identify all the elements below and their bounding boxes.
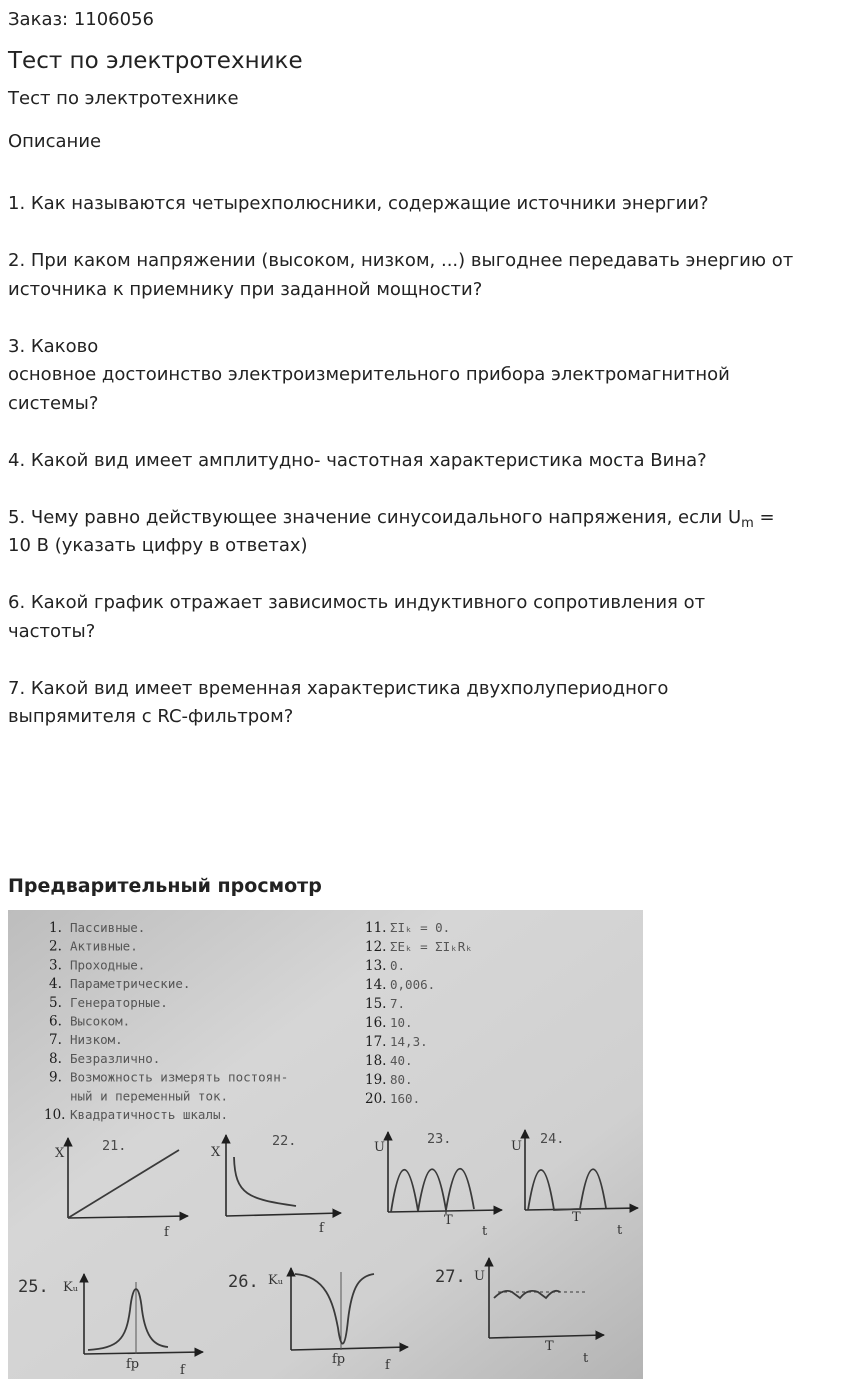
answer-text: Низком. [70, 1032, 123, 1048]
graph-22-x-label: X [211, 1145, 221, 1160]
answer-text: 0. [390, 958, 406, 973]
answer-text: ΣEₖ = ΣIₖRₖ [390, 939, 473, 954]
answer-number: 19. [365, 1072, 387, 1088]
graph-23-number: 23. [427, 1131, 452, 1147]
answer-text: Активные. [70, 938, 138, 954]
answer-text: 10. [390, 1015, 413, 1030]
graph-24-t-mark: T [572, 1210, 581, 1225]
answer-number: 8. [49, 1050, 62, 1067]
graph-26-k-label: Kᵤ [268, 1273, 283, 1288]
answer-text: Генераторные. [70, 994, 168, 1010]
graph-26-f-label: f [385, 1358, 390, 1373]
question-3 [8, 333, 840, 419]
answer-text: Пассивные. [70, 920, 146, 935]
answer-text: ный и переменный ток. [70, 1088, 229, 1104]
graph-22-number: 22. [272, 1133, 297, 1149]
question-6 [8, 589, 840, 646]
answer-number: 10. [44, 1107, 66, 1123]
answer-text: 160. [390, 1091, 421, 1106]
question-7-line-1: 7. Какой вид имеет временная характеристика двухполупериодного [8, 677, 669, 699]
graph-25-number: 25. [18, 1277, 49, 1297]
question-5 [8, 504, 840, 561]
answer-number: 2. [49, 938, 62, 955]
question-5-line-1 [8, 504, 840, 533]
answer-sheet-preview-image [8, 910, 643, 1379]
question-6-line-2: частоты? [8, 620, 96, 642]
answer-number: 5. [49, 994, 62, 1011]
graph-23-t-mark: T [444, 1213, 453, 1228]
answer-text: Проходные. [70, 957, 146, 973]
answer-text: 0,006. [390, 977, 436, 992]
question-7-line-2: выпрямителя с RC-фильтром? [8, 706, 294, 727]
graph-25-fp-label: fp [126, 1357, 140, 1372]
answer-number: 18. [365, 1053, 387, 1069]
answer-number: 9. [49, 1069, 62, 1086]
answer-number: 17. [365, 1034, 387, 1050]
graph-27-u-label: U [474, 1269, 485, 1284]
answer-text: 80. [390, 1072, 413, 1087]
page-title: Тест по электротехнике [8, 48, 303, 74]
question-list [8, 190, 840, 760]
graph-25-k-label: Kᵤ [63, 1280, 78, 1295]
question-3-line-2: основное достоинство электроизмерительного прибора электромагнитной [8, 364, 730, 385]
graph-21-f-label: f [164, 1225, 169, 1240]
page-subtitle: Тест по электротехнике [8, 88, 239, 109]
question-5-text-start: 5. Чему равно действующее значение синусоидального напряжения, если U [8, 506, 742, 528]
order-number: Заказ: 1106056 [8, 9, 154, 30]
answer-text: Высоком. [70, 1013, 131, 1029]
answer-text: 40. [390, 1053, 413, 1068]
question-2-line-2: источника к приемнику при заданной мощности? [8, 278, 483, 300]
description-heading: Описание [8, 131, 102, 152]
answer-text: Квадратичность шкалы. [70, 1107, 229, 1122]
graph-23-t-label: t [482, 1224, 488, 1239]
graph-24-u-label: U [511, 1139, 522, 1154]
answer-text: Параметрические. [70, 976, 191, 992]
question-4 [8, 447, 840, 476]
answer-number: 14. [365, 977, 387, 993]
question-5-text-end: = [753, 506, 775, 528]
answer-number: 20. [365, 1091, 387, 1107]
question-6-line-1: 6. Какой график отражает зависимость индуктивного сопротивления от [8, 592, 706, 613]
answer-number: 13. [365, 958, 387, 974]
graph-24-t-label: t [617, 1223, 623, 1238]
graph-21-number: 21. [102, 1138, 127, 1154]
answer-number: 4. [49, 976, 62, 993]
graph-25-f-label: f [180, 1363, 185, 1378]
answer-sheet-svg [8, 910, 643, 1379]
answer-text: Возможность измерять постоян- [70, 1069, 289, 1085]
question-1-text: 1. Как называются четырехполюсники, содержащие источники энергии? [8, 193, 709, 214]
graph-27-t-mark: T [545, 1339, 554, 1354]
question-1 [8, 190, 840, 219]
graph-27-number: 27. [435, 1267, 466, 1287]
question-2-line-1: 2. При каком напряжении (высоком, низком, ...) выгоднее передавать энергию от [8, 250, 794, 271]
graph-24-number: 24. [540, 1131, 565, 1147]
answer-number: 1. [49, 920, 62, 936]
graph-21-x-label: X [55, 1146, 65, 1161]
answer-text: 14,3. [390, 1034, 428, 1049]
answer-number: 16. [365, 1015, 387, 1031]
answer-text: ΣIₖ = 0. [390, 920, 451, 935]
graph-23-u-label: U [374, 1140, 385, 1155]
question-7 [8, 675, 840, 732]
question-3-line-1: 3. Каково [8, 335, 99, 357]
graph-26-number: 26. [228, 1272, 259, 1292]
answer-number: 7. [49, 1032, 62, 1049]
answer-number: 15. [365, 996, 387, 1012]
preview-heading: Предварительный просмотр [8, 875, 322, 897]
answer-number: 12. [365, 939, 387, 955]
answer-text: 7. [390, 996, 406, 1011]
graph-27-t-label: t [583, 1351, 589, 1366]
question-5-line-2: 10 В (указать цифру в ответах) [8, 535, 308, 556]
answer-number: 3. [49, 957, 62, 974]
answer-number: 11. [365, 920, 387, 936]
question-5-subscript: m [741, 515, 754, 531]
answer-number: 6. [49, 1013, 62, 1030]
answer-text: Безразлично. [70, 1050, 161, 1066]
question-3-line-3: системы? [8, 392, 99, 414]
question-4-text: 4. Какой вид имеет амплитудно- частотная характеристика моста Вина? [8, 449, 707, 471]
graph-26-fp-label: fp [332, 1352, 346, 1367]
graph-22-f-label: f [319, 1221, 324, 1236]
question-2 [8, 247, 840, 304]
